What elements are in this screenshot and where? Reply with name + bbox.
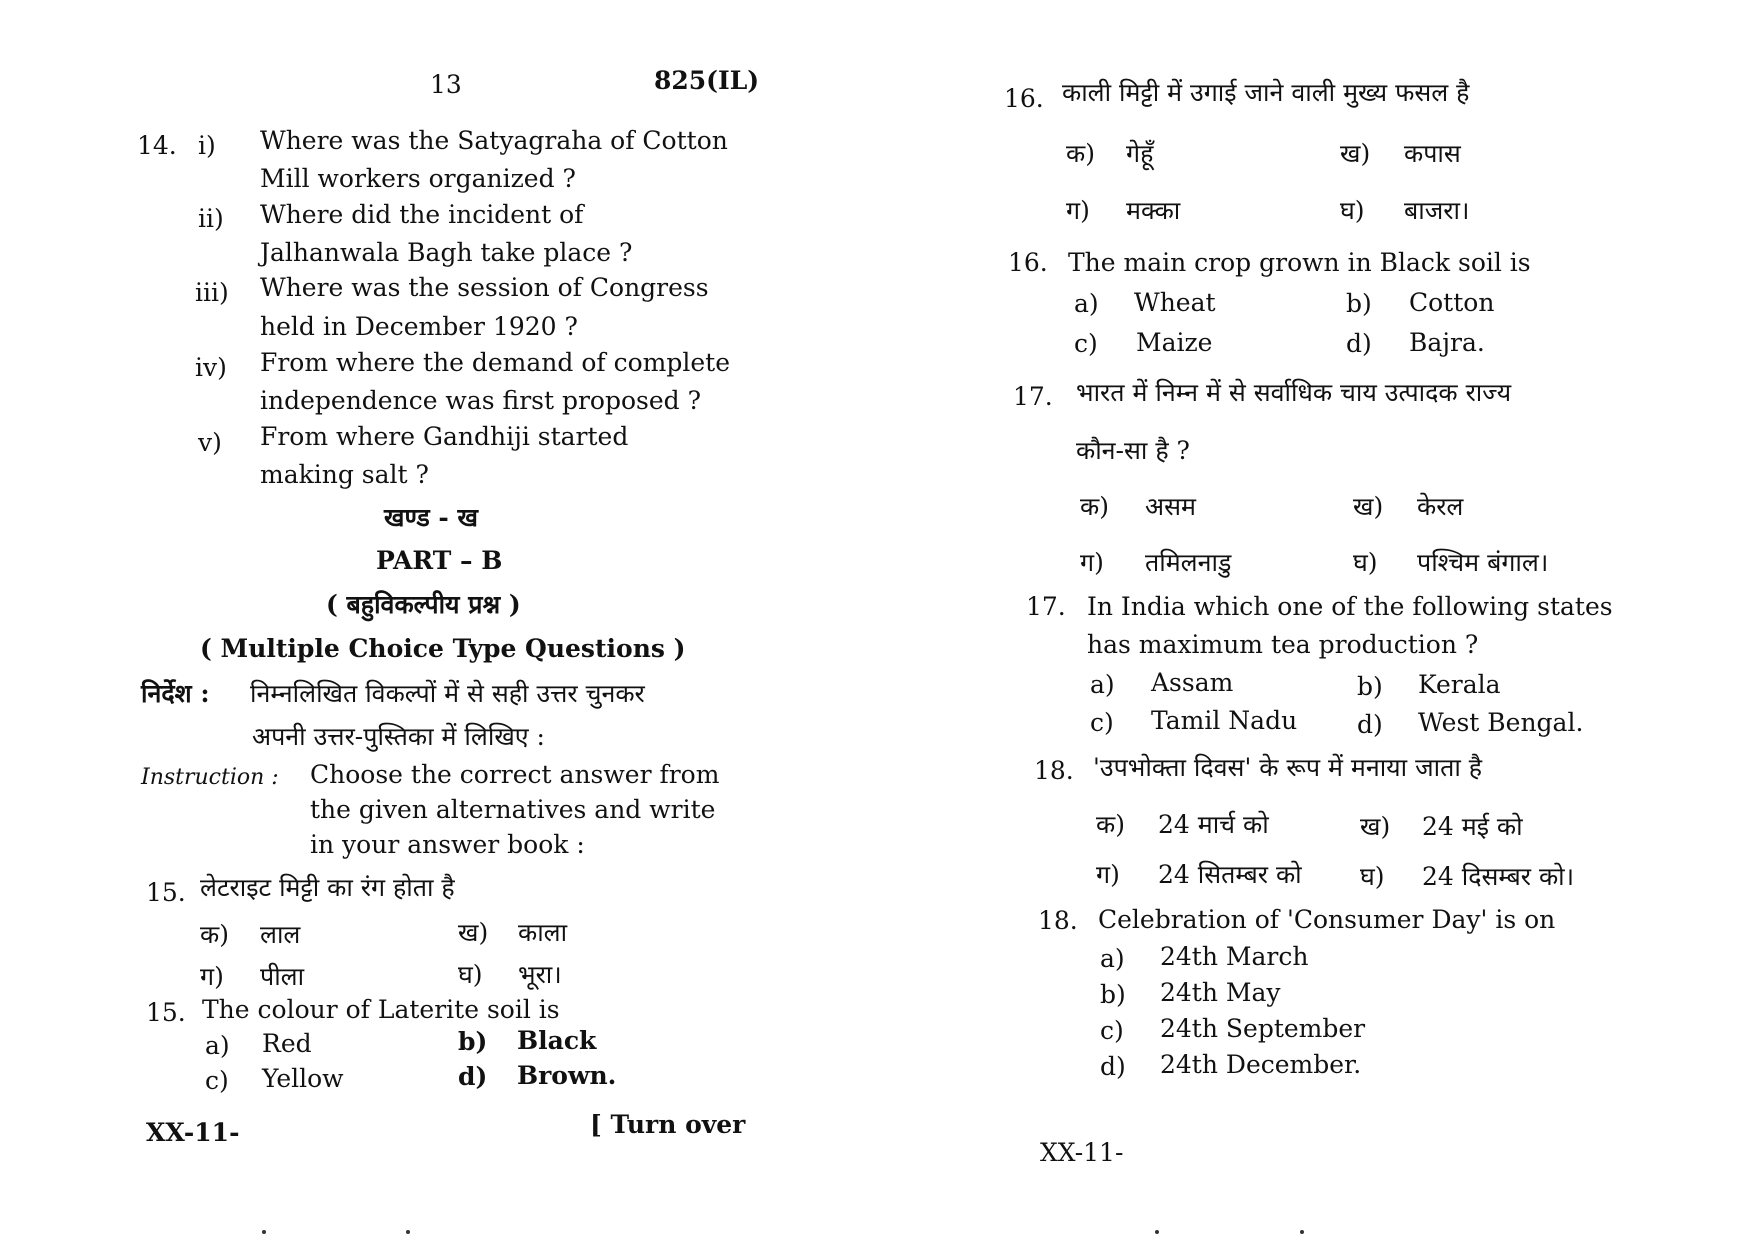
q17-english-option-text: West Bengal. — [1418, 708, 1584, 737]
q16-english-option-label: a) — [1074, 289, 1099, 318]
q17-hindi-option-text: पश्चिम बंगाल। — [1417, 548, 1549, 577]
q16-english-option-label: d) — [1346, 329, 1372, 358]
q15-hindi-option-label: ख) — [458, 918, 489, 947]
q16-english-option-text: Bajra. — [1409, 328, 1485, 357]
question-15-english-number: 15. — [146, 998, 186, 1027]
q16-hindi-option-text: मक्का — [1126, 196, 1181, 225]
q14-part-i-numeral: i) — [198, 131, 216, 160]
q15-english-option-label: b) — [458, 1027, 488, 1056]
q17-english-option-text: Assam — [1151, 668, 1234, 697]
q17-english-option-text: Kerala — [1418, 670, 1501, 699]
q18-english-option-label: d) — [1100, 1052, 1126, 1081]
q18-hindi-option-text: 24 मई को — [1422, 812, 1523, 841]
question-16-english-number: 16. — [1008, 248, 1048, 277]
scan-speck — [1300, 1230, 1304, 1234]
q14-part-ii-line-1: Where did the incident of — [260, 200, 584, 229]
question-17-english-line-2: has maximum tea production ? — [1087, 630, 1479, 659]
q16-english-option-text: Cotton — [1409, 288, 1495, 317]
question-16-english-text: The main crop grown in Black soil is — [1068, 248, 1531, 277]
scan-speck — [406, 1230, 410, 1234]
question-17-hindi-number: 17. — [1013, 382, 1053, 411]
q18-english-option-text: 24th September — [1160, 1014, 1366, 1043]
question-17-hindi-line-1: भारत में निम्न में से सर्वाधिक चाय उत्पादक राज्य — [1076, 378, 1512, 407]
footer-code: XX-11- — [146, 1118, 240, 1147]
q14-part-ii-line-2: Jalhanwala Bagh take place ? — [260, 238, 633, 267]
question-18-hindi-text: 'उपभोक्ता दिवस' के रूप में मनाया जाता है — [1093, 753, 1483, 782]
q16-hindi-option-label: घ) — [1340, 196, 1365, 225]
instruction-label-hindi: निर्देश : — [141, 679, 210, 708]
q14-part-v-line-1: From where Gandhiji started — [260, 422, 629, 451]
part-b-heading: PART – B — [376, 546, 503, 575]
q15-english-option-label: d) — [458, 1062, 488, 1091]
q14-part-i-line-2: Mill workers organized ? — [260, 164, 576, 193]
mcq-subheading-hindi: ( बहुविकल्पीय प्रश्न ) — [326, 590, 521, 619]
q15-hindi-option-text: लाल — [260, 920, 301, 949]
mcq-subheading-english: ( Multiple Choice Type Questions ) — [200, 634, 686, 663]
q17-hindi-option-label: ख) — [1353, 492, 1384, 521]
q14-part-i-line-1: Where was the Satyagraha of Cotton — [260, 126, 728, 155]
q16-hindi-option-text: बाजरा। — [1404, 196, 1470, 225]
scan-speck — [1155, 1230, 1159, 1234]
q14-part-ii-numeral: ii) — [198, 204, 224, 233]
q18-hindi-option-text: 24 मार्च को — [1158, 810, 1269, 839]
q15-english-option-label: a) — [205, 1031, 230, 1060]
q16-english-option-label: b) — [1346, 289, 1372, 318]
section-heading-hindi: खण्ड - ख — [384, 503, 478, 532]
q18-hindi-option-label: क) — [1096, 810, 1125, 839]
question-18-hindi-number: 18. — [1034, 756, 1074, 785]
question-18-english-text: Celebration of 'Consumer Day' is on — [1098, 905, 1556, 934]
q18-hindi-option-label: ख) — [1360, 812, 1391, 841]
q15-hindi-option-text: काला — [518, 918, 568, 947]
q16-hindi-option-text: कपास — [1404, 139, 1461, 168]
instruction-english-line-1: Choose the correct answer from — [310, 760, 720, 789]
q17-english-option-text: Tamil Nadu — [1151, 706, 1298, 735]
instruction-label-english: Instruction : — [141, 765, 279, 790]
instruction-english-line-3: in your answer book : — [310, 830, 585, 859]
q17-hindi-option-text: असम — [1145, 492, 1196, 521]
instruction-hindi-line-2: अपनी उत्तर-पुस्तिका में लिखिए : — [252, 722, 545, 751]
q14-part-iii-line-1: Where was the session of Congress — [260, 273, 709, 302]
question-17-english-line-1: In India which one of the following states — [1087, 592, 1613, 621]
q18-english-option-text: 24th May — [1160, 978, 1281, 1007]
q16-english-option-label: c) — [1074, 329, 1098, 358]
instruction-english-line-2: the given alternatives and write — [310, 795, 716, 824]
q16-hindi-option-label: ग) — [1066, 196, 1090, 225]
q17-hindi-option-text: तमिलनाडु — [1145, 548, 1232, 577]
q14-part-iii-numeral: iii) — [195, 278, 229, 307]
q15-hindi-option-label: ग) — [200, 962, 224, 991]
q18-english-option-text: 24th March — [1160, 942, 1309, 971]
q18-english-option-label: b) — [1100, 980, 1126, 1009]
q14-part-v-numeral: v) — [198, 428, 222, 457]
question-15-hindi-text: लेटराइट मिट्टी का रंग होता है — [200, 873, 455, 902]
q17-english-option-label: d) — [1357, 710, 1383, 739]
question-16-hindi-text: काली मिट्टी में उगाई जाने वाली मुख्य फसल है — [1062, 78, 1470, 107]
q18-hindi-option-label: घ) — [1360, 862, 1385, 891]
q17-hindi-option-text: केरल — [1417, 492, 1464, 521]
q17-english-option-label: b) — [1357, 672, 1383, 701]
instruction-hindi-line-1: निम्नलिखित विकल्पों में से सही उत्तर चुनकर — [250, 679, 645, 708]
question-17-english-number: 17. — [1026, 592, 1066, 621]
paper-code: 825(IL) — [654, 66, 760, 95]
question-15-english-text: The colour of Laterite soil is — [202, 995, 560, 1024]
q15-english-option-text: Brown. — [517, 1061, 617, 1090]
scan-speck — [262, 1230, 266, 1234]
q14-part-iv-line-1: From where the demand of complete — [260, 348, 730, 377]
q15-english-option-text: Red — [262, 1029, 312, 1058]
q18-english-option-text: 24th December. — [1160, 1050, 1362, 1079]
question-15-hindi-number: 15. — [146, 878, 186, 907]
q17-hindi-option-label: घ) — [1353, 548, 1378, 577]
q15-hindi-option-text: भूरा। — [518, 960, 562, 989]
question-16-hindi-number: 16. — [1004, 84, 1044, 113]
q14-part-v-line-2: making salt ? — [260, 460, 429, 489]
q17-hindi-option-label: क) — [1080, 492, 1109, 521]
q14-part-iii-line-2: held in December 1920 ? — [260, 312, 578, 341]
q17-english-option-label: a) — [1090, 670, 1115, 699]
q18-hindi-option-text: 24 दिसम्बर को। — [1422, 862, 1575, 891]
q16-hindi-option-label: ख) — [1340, 139, 1371, 168]
q14-part-iv-numeral: iv) — [195, 353, 227, 382]
q16-english-option-text: Maize — [1136, 328, 1213, 357]
q14-part-iv-line-2: independence was first proposed ? — [260, 386, 702, 415]
q16-hindi-option-label: क) — [1066, 139, 1095, 168]
footer-code: XX-11- — [1040, 1138, 1124, 1167]
q18-english-option-label: a) — [1100, 944, 1125, 973]
page-number: 13 — [430, 70, 462, 99]
q18-hindi-option-text: 24 सितम्बर को — [1158, 860, 1302, 889]
q17-hindi-option-label: ग) — [1080, 548, 1104, 577]
q15-hindi-option-label: क) — [200, 920, 229, 949]
q15-english-option-text: Black — [517, 1026, 597, 1055]
question-14-number: 14. — [137, 131, 177, 160]
q15-english-option-text: Yellow — [262, 1064, 344, 1093]
q18-english-option-label: c) — [1100, 1016, 1124, 1045]
turn-over-note: [ Turn over — [590, 1110, 746, 1139]
q16-hindi-option-text: गेहूँ — [1126, 139, 1154, 168]
q18-hindi-option-label: ग) — [1096, 860, 1120, 889]
q15-english-option-label: c) — [205, 1066, 229, 1095]
q15-hindi-option-label: घ) — [458, 960, 483, 989]
question-18-english-number: 18. — [1038, 906, 1078, 935]
q17-english-option-label: c) — [1090, 708, 1114, 737]
q15-hindi-option-text: पीला — [260, 962, 305, 991]
question-17-hindi-line-2: कौन-सा है ? — [1076, 436, 1190, 465]
q16-english-option-text: Wheat — [1134, 288, 1216, 317]
